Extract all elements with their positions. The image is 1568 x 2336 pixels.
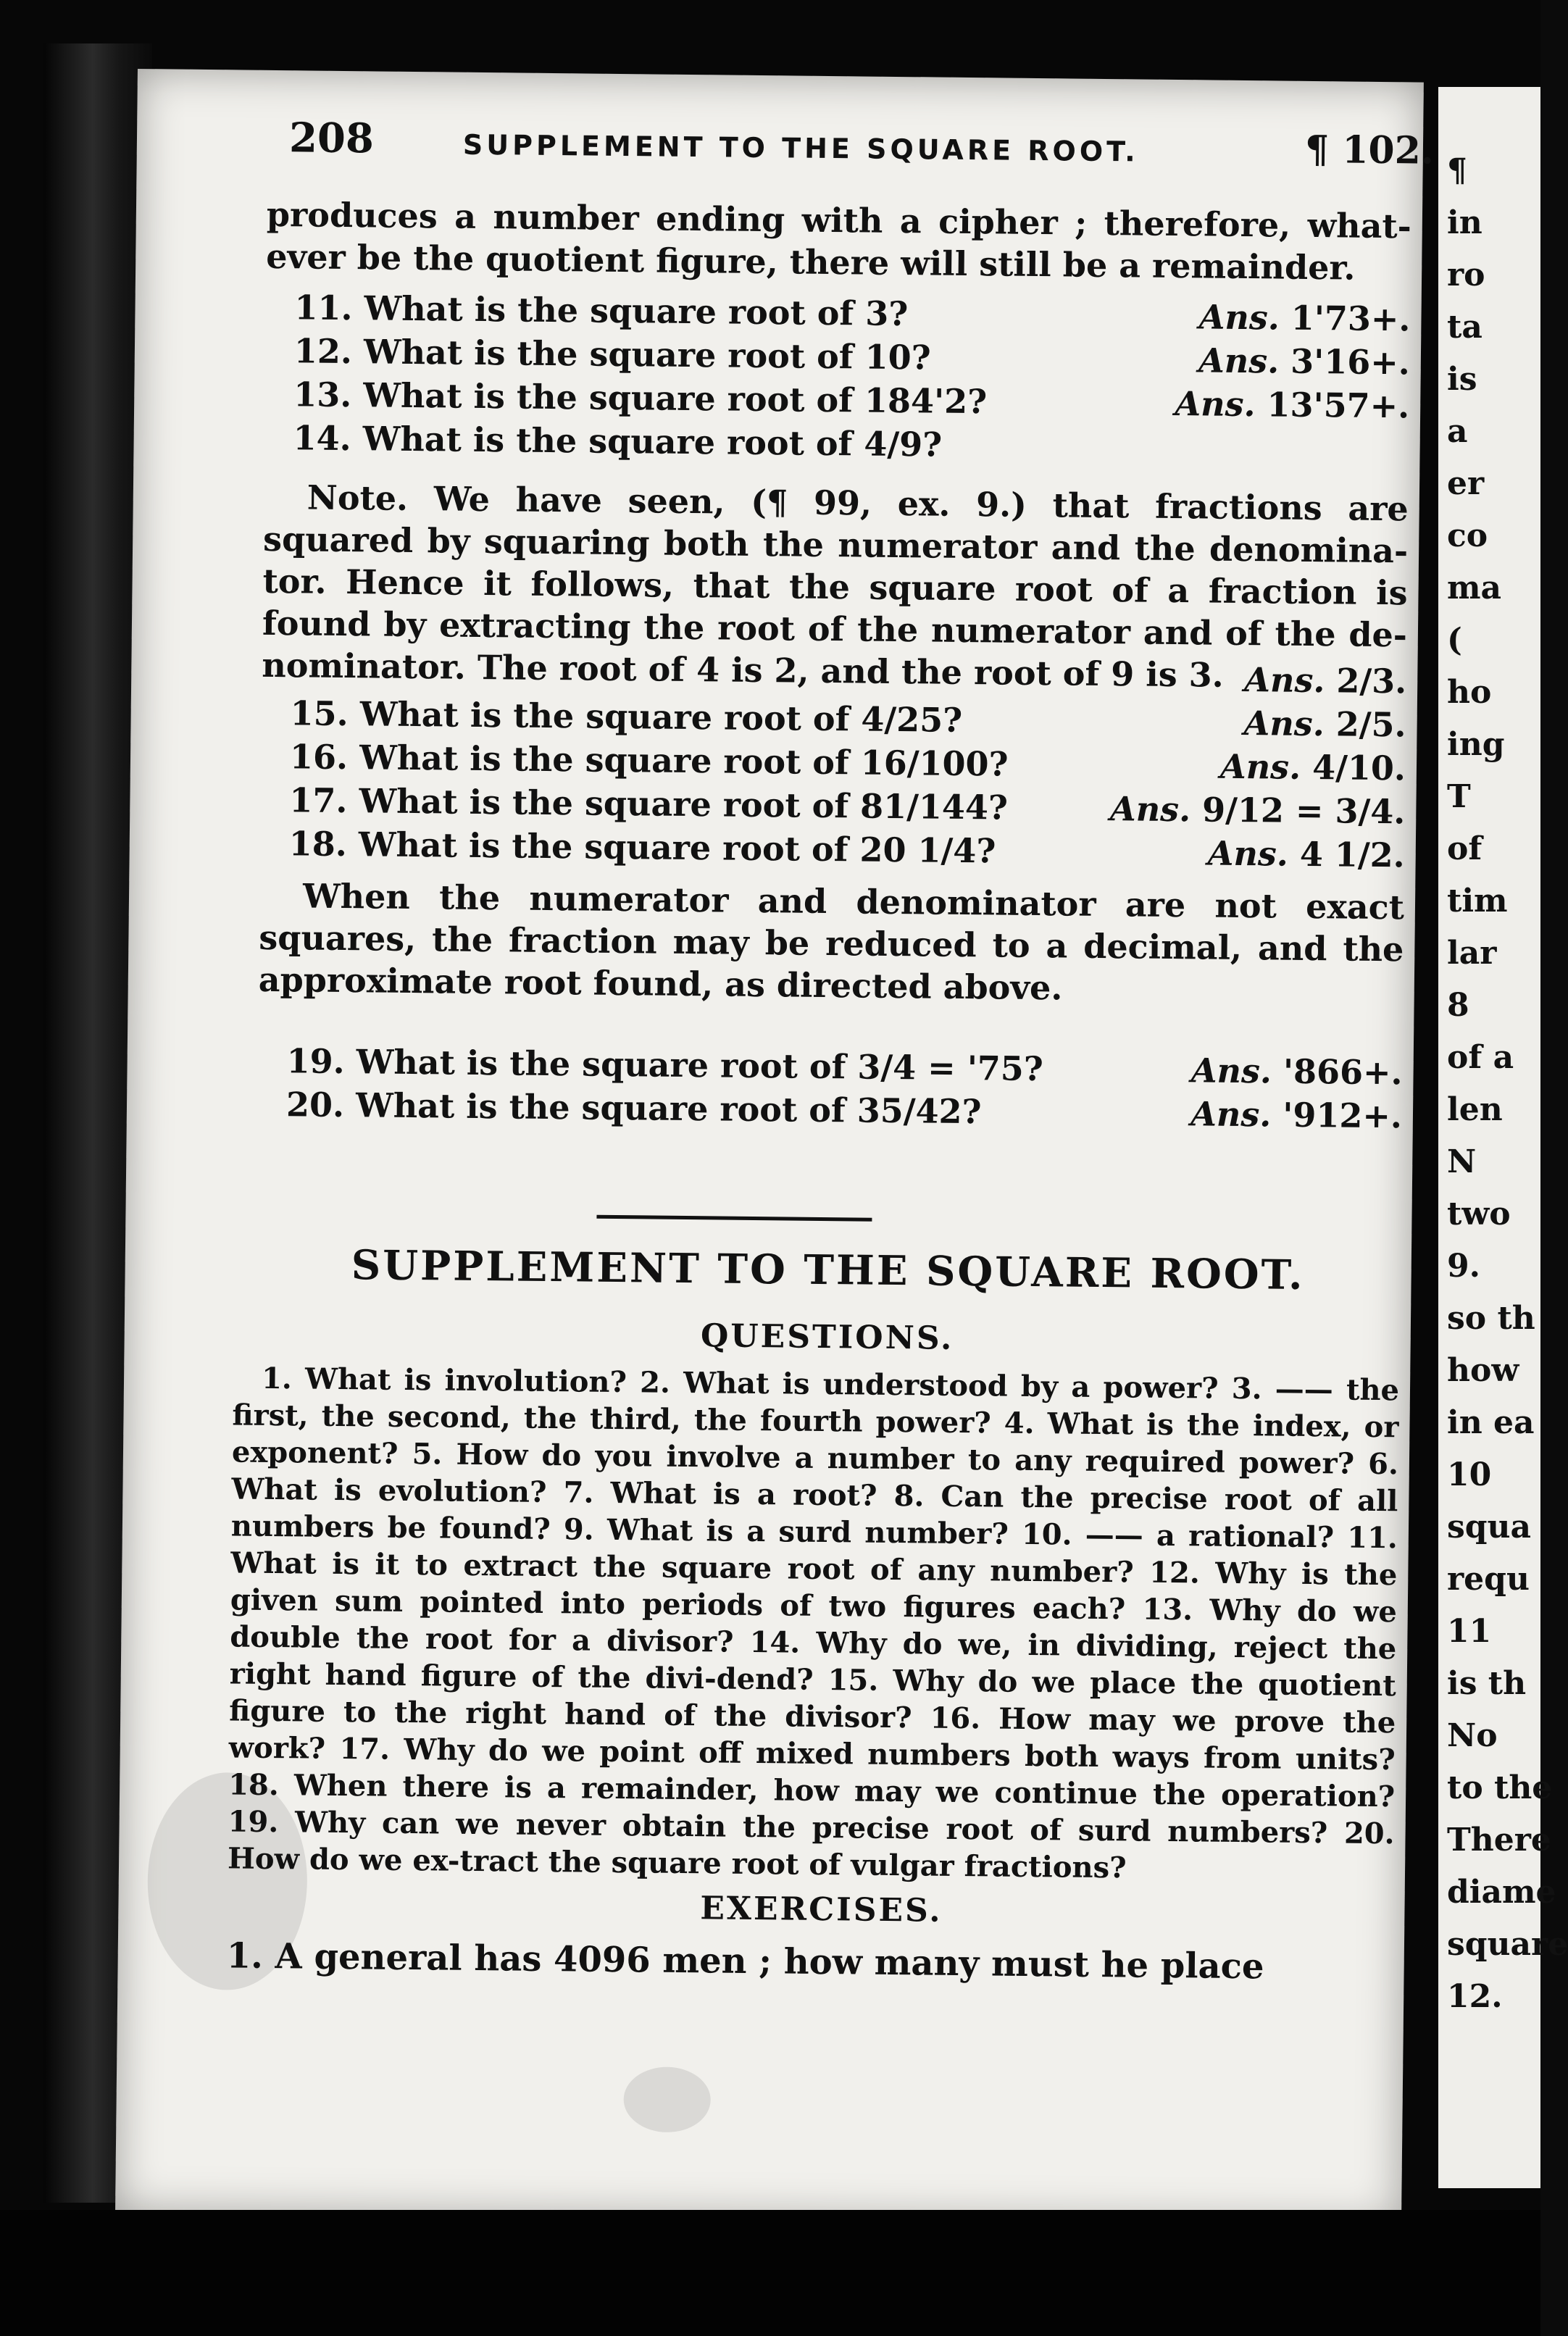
adjacent-page-fragment: There [1447,1822,1551,1859]
adjacent-page-fragment: 9. [1447,1248,1480,1285]
question-text: 13. What is the square root of 184'2? [293,375,988,422]
adjacent-page-fragment: ta [1447,309,1482,346]
adjacent-page-edge [1438,87,1568,2188]
exercise-1: 1. A general has 4096 men ; how many must he place [226,1935,1264,1987]
review-questions: 1. What is involution? 2. What is understood by a power? 3. —— the first, the second, the third, the fourth power? 4. What is the index, or exponent? 5. How do you involve a number to any required power? 6. What is evolution? 7. What is a root? 8. Can the precise root of all numbers be found? 9. What is a surd number? 10. —— a rational? 11. What is it to extract the square root of any number? 12. Why is the given sum pointed into periods of two figures each? 13. Why do we double the root for a divisor? 14. Why do we, in dividing, reject the right hand figure of the divi-dend? 15. Why do we place the quotient figure to the right hand of the divisor? 16. How may we prove the work? 17. Why do we point off mixed numbers both ways from units? 18. When there is a remainder, how may we continue the operation? 19. Why can we never obtain the precise root of surd numbers? 20. How do we ex-tract the square root of vulgar fractions? [227,1361,1400,1885]
answer-text: Ans. 3'16+. [1198,341,1411,383]
answer-text: Ans. 4/10. [1219,746,1406,788]
adjacent-page-fragment: er [1447,465,1485,502]
adjacent-page-fragment: T [1447,778,1471,815]
adjacent-page-fragment: to the [1447,1769,1553,1806]
question-text: 11. What is the square root of 3? [294,288,909,334]
adjacent-page-fragment: of a [1447,1039,1514,1076]
answer-text: Ans. '866+. [1190,1051,1403,1093]
adjacent-page-fragment: two [1447,1196,1511,1232]
adjacent-page-fragment: co [1447,517,1488,554]
section-divider [596,1215,872,1222]
approx-paragraph: When the numerator and denominator are not exact squares, the fraction may be reduced to a decimal, and the approximate root found, as directed above. [258,876,1405,1008]
adjacent-page-fragment: ( [1447,622,1462,659]
adjacent-page-fragment: No [1447,1717,1498,1754]
adjacent-page-fragment: 10 [1447,1456,1492,1493]
adjacent-page-fragment: diame [1447,1874,1556,1911]
note-paragraph: Note. We have seen, (¶ 99, ex. 9.) that fractions are squared by squaring both the numerator and the denomina-tor. Hence it follows, that the square root of a fraction is found by extracting the root of the numerator and of the de-nominator. The root of 4 is 2, and the root of 9 is 3. [262,477,1409,695]
scan-bottom-shadow [0,2210,1540,2336]
question-text: 17. What is the square root of 81/144? [289,780,1009,827]
exercises-heading: EXERCISES. [700,1890,943,1930]
adjacent-page-fragment: square [1447,1926,1568,1963]
adjacent-page-fragment: ho [1447,674,1492,711]
question-text: 12. What is the square root of 10? [293,331,931,377]
page-number: 208 [288,114,375,163]
answer-text: Ans. 2/5. [1243,704,1406,745]
answer-text: Ans. '912+. [1190,1094,1403,1136]
question-text: 20. What is the square root of 35/42? [285,1085,982,1132]
intro-paragraph: produces a number ending with a cipher ; therefore, what-ever be the quotient figure, there will still be a remainder. [266,194,1412,288]
adjacent-page-fragment: 12. [1447,1978,1503,2015]
adjacent-page-fragment: of [1447,830,1482,867]
adjacent-page-fragment: len [1447,1091,1503,1128]
adjacent-page-fragment: so th [1447,1300,1535,1337]
adjacent-page-fragment: how [1447,1352,1519,1389]
paragraph-mark: ¶ 102. [1304,127,1435,173]
section-title: SUPPLEMENT TO THE SQUARE ROOT. [351,1241,1305,1299]
answer-14: Ans. 2/3. [1244,660,1407,701]
question-text: 19. What is the square root of 3/4 = '75? [286,1041,1044,1089]
adjacent-page-fragment: in [1447,204,1482,241]
question-text: 14. What is the square root of 4/9? [293,418,943,464]
adjacent-page-fragment: ¶ [1447,152,1467,189]
page-stain [623,2066,711,2132]
answer-text: Ans. 4 1/2. [1207,833,1406,875]
question-text: 18. What is the square root of 20 1/4? [288,824,996,871]
answer-text: Ans. 13'57+. [1175,384,1410,426]
answer-text: Ans. 9/12 = 3/4. [1109,789,1406,832]
adjacent-page-fragment: squa [1447,1509,1532,1545]
adjacent-page-fragment: is [1447,361,1477,398]
adjacent-page-fragment: lar [1447,935,1497,972]
questions-heading: QUESTIONS. [700,1317,954,1357]
question-text: 15. What is the square root of 4/25? [290,693,963,740]
adjacent-page-fragment: requ [1447,1561,1530,1598]
adjacent-page-fragment: ma [1447,570,1502,606]
adjacent-page-fragment: 8 [1447,987,1469,1024]
book-page [115,69,1435,2227]
adjacent-page-fragment: 11 [1447,1613,1492,1650]
running-title: SUPPLEMENT TO THE SQUARE ROOT. [462,128,1139,168]
adjacent-page-fragment: in ea [1447,1404,1535,1441]
adjacent-page-fragment: ing [1447,726,1505,763]
adjacent-page-fragment: is th [1447,1665,1527,1702]
answer-text: Ans. 1'73+. [1198,297,1411,339]
adjacent-page-fragment: tim [1447,883,1508,919]
running-head [288,114,1434,191]
adjacent-page-fragment: ro [1447,256,1485,293]
adjacent-page-fragment: a [1447,413,1468,450]
adjacent-page-fragment: N [1447,1143,1477,1180]
question-text: 16. What is the square root of 16/100? [289,737,1009,784]
